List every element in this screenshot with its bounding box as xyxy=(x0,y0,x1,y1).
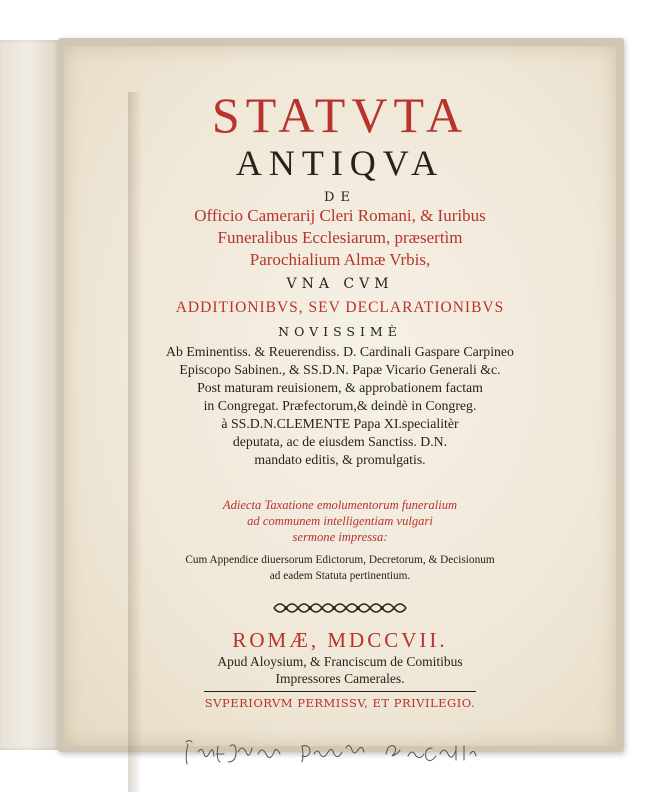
printers-ornament-icon xyxy=(270,598,410,618)
body-line-4: in Congregat. Præfectorum,& deindè in Congreg. xyxy=(203,398,477,413)
novissime-line: NOVISSIMÈ xyxy=(278,324,402,339)
appendix-line-2: ad eadem Statuta pertinentium. xyxy=(269,570,411,582)
de-line: DE xyxy=(324,190,356,205)
officio-line-1: Officio Camerarij Cleri Romani, & Iuribus xyxy=(194,206,486,225)
main-title: STATVTA xyxy=(211,87,469,143)
body-line-7: mandato editis, & promulgatis. xyxy=(254,452,426,467)
body-line-5: à SS.D.N.CLEMENTE Papa XI.specialitèr xyxy=(221,416,459,431)
imprint-line-1: Apud Aloysium, & Franciscum de Comitibus xyxy=(217,654,463,669)
title-page xyxy=(64,46,616,746)
officio-line-2: Funeralibus Ecclesiarum, præsertìm xyxy=(217,228,463,247)
imprint-line-2: Impressores Camerales. xyxy=(275,671,405,686)
divider-rule xyxy=(204,691,476,692)
handwritten-inscription xyxy=(126,734,606,770)
adiecta-line-3: sermone impressa: xyxy=(292,530,388,544)
adiecta-line-1: Adiecta Taxatione emolumentorum funeralium xyxy=(222,498,458,512)
body-line-2: Episcopo Sabinen., & SS.D.N. Papæ Vicario Generali &c. xyxy=(179,362,501,377)
officio-line-3: Parochialium Almæ Vrbis, xyxy=(249,250,431,269)
body-line-6: deputata, ac de eiusdem Sanctiss. D.N. xyxy=(232,434,448,449)
body-line-1: Ab Eminentiss. & Reuerendiss. D. Cardinali Gaspare Carpineo xyxy=(166,344,514,359)
main-subtitle: ANTIQVA xyxy=(235,143,445,183)
additionibus-line: ADDITIONIBVS, SEV DECLARATIONIBVS xyxy=(175,299,505,316)
imprint-place: ROMÆ, MDCCVII. xyxy=(232,628,448,652)
una-cum-line: VNA CVM xyxy=(286,276,394,292)
body-line-3: Post maturam reuisionem, & approbationem factam xyxy=(197,380,483,395)
appendix-line-1: Cum Appendice diuersorum Edictorum, Decretorum, & Decisionum xyxy=(185,554,495,566)
adiecta-line-2: ad communem intelligentiam vulgari xyxy=(247,514,433,528)
privilege-line: SVPERIORVM PERMISSV, ET PRIVILEGIO. xyxy=(204,696,476,710)
